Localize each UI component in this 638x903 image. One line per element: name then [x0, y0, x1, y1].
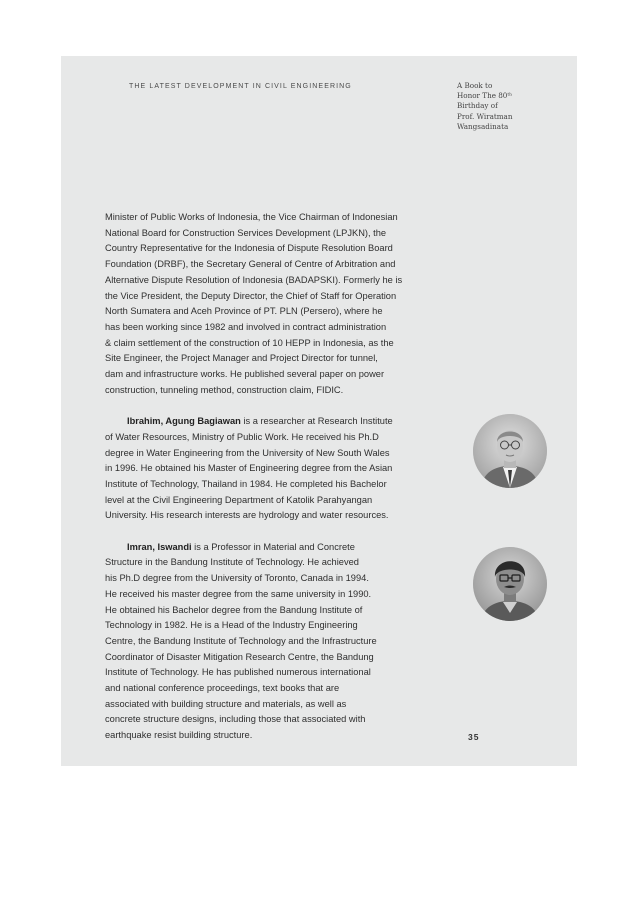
text-line: earthquake resist building structure. — [105, 730, 253, 741]
text-line: the Vice President, the Deputy Director, the Chief of Staff for Operation — [105, 290, 397, 301]
person-name: Imran, Iswandi — [127, 541, 192, 552]
side-note-line: Wangsadinata — [457, 121, 509, 131]
bio-first-line — [105, 414, 431, 430]
text-line: Country Representative for the Indonesia of Dispute Resolution Board — [105, 243, 393, 254]
portrait-photo — [473, 547, 547, 621]
text-line: Institute of Technology. He has published numerous international — [105, 667, 371, 678]
text-line: Structure in the Bandung Institute of Technology. He achieved — [105, 557, 359, 568]
text-line: Site Engineer, the Project Manager and Project Director for tunnel, — [105, 353, 378, 364]
portrait-ibrahim — [473, 414, 547, 488]
text-line: of Water Resources, Ministry of Public Work. He received his Ph.D — [105, 431, 379, 442]
text-line: concrete structure designs, including those that associated with — [105, 714, 366, 725]
paragraph-continued-bio — [105, 210, 431, 398]
text-line: National Board for Construction Services Development (LPJKN), the — [105, 227, 387, 238]
text-line: degree in Water Engineering from the University of New South Wales — [105, 447, 390, 458]
text-line: level at the Civil Engineering Department of Katolik Parahyangan — [105, 494, 373, 505]
bio-first-line-text: is a researcher at Research Institute — [240, 416, 393, 427]
text-line: construction, tunneling method, construction claim, FIDIC. — [105, 384, 344, 395]
text-line: in 1996. He obtained his Master of Engineering degree from the Asian — [105, 463, 393, 474]
text-line: & claim settlement of the construction of 10 HEPP in Indonesia, as the — [105, 337, 394, 348]
side-note-line: Honor The 80ᵗʰ — [457, 91, 513, 101]
body-text — [105, 210, 431, 744]
portrait-imran — [473, 547, 547, 621]
text-line: He obtained his Bachelor degree from the Bandung Institute of — [105, 604, 363, 615]
portrait-photo — [473, 414, 547, 488]
text-line: associated with building structure and materials, as well as — [105, 698, 347, 709]
side-note-line: A Book to — [457, 81, 493, 90]
text-line: Foundation (DRBF), the Secretary General of Centre of Arbitration and — [105, 259, 396, 270]
text-line: and national conference proceedings, text books that are — [105, 683, 340, 694]
running-header-title: THE LATEST DEVELOPMENT IN CIVIL ENGINEERING — [129, 83, 352, 90]
text-line: North Sumatera and Aceh Province of PT. PLN (Persero), where he — [105, 306, 383, 317]
side-note — [457, 81, 547, 132]
text-line: Technology in 1982. He is a Head of the Industry Engineering — [105, 620, 358, 631]
text-line: University. His research interests are hydrology and water resources. — [105, 510, 389, 521]
bio-first-line — [105, 540, 431, 556]
text-line: Institute of Technology, Thailand in 1984. He completed his Bachelor — [105, 478, 387, 489]
bio-first-line-text: is a Professor in Material and Concrete — [191, 541, 355, 552]
text-line: dam and infrastructure works. He published several paper on power — [105, 369, 385, 380]
page-number: 35 — [468, 732, 480, 742]
person-name: Ibrahim, Agung Bagiawan — [127, 416, 241, 427]
bio-ibrahim — [105, 414, 431, 524]
text-line: Coordinator of Disaster Mitigation Research Centre, the Bandung — [105, 651, 374, 662]
text-line: He received his master degree from the same university in 1990. — [105, 588, 372, 599]
bio-imran — [105, 540, 431, 744]
text-line: Alternative Dispute Resolution of Indonesia (BADAPSKI). Formerly he is — [105, 274, 403, 285]
text-line: Centre, the Bandung Institute of Technology and the Infrastructure — [105, 635, 377, 646]
text-line: Minister of Public Works of Indonesia, the Vice Chairman of Indonesian — [105, 212, 398, 222]
text-line: his Ph.D degree from the University of Toronto, Canada in 1994. — [105, 573, 369, 584]
text-line: has been working since 1982 and involved in contract administration — [105, 321, 387, 332]
side-note-line: Prof. Wiratman — [457, 111, 513, 121]
book-page — [61, 56, 577, 766]
side-note-line: Birthday of — [457, 101, 498, 111]
